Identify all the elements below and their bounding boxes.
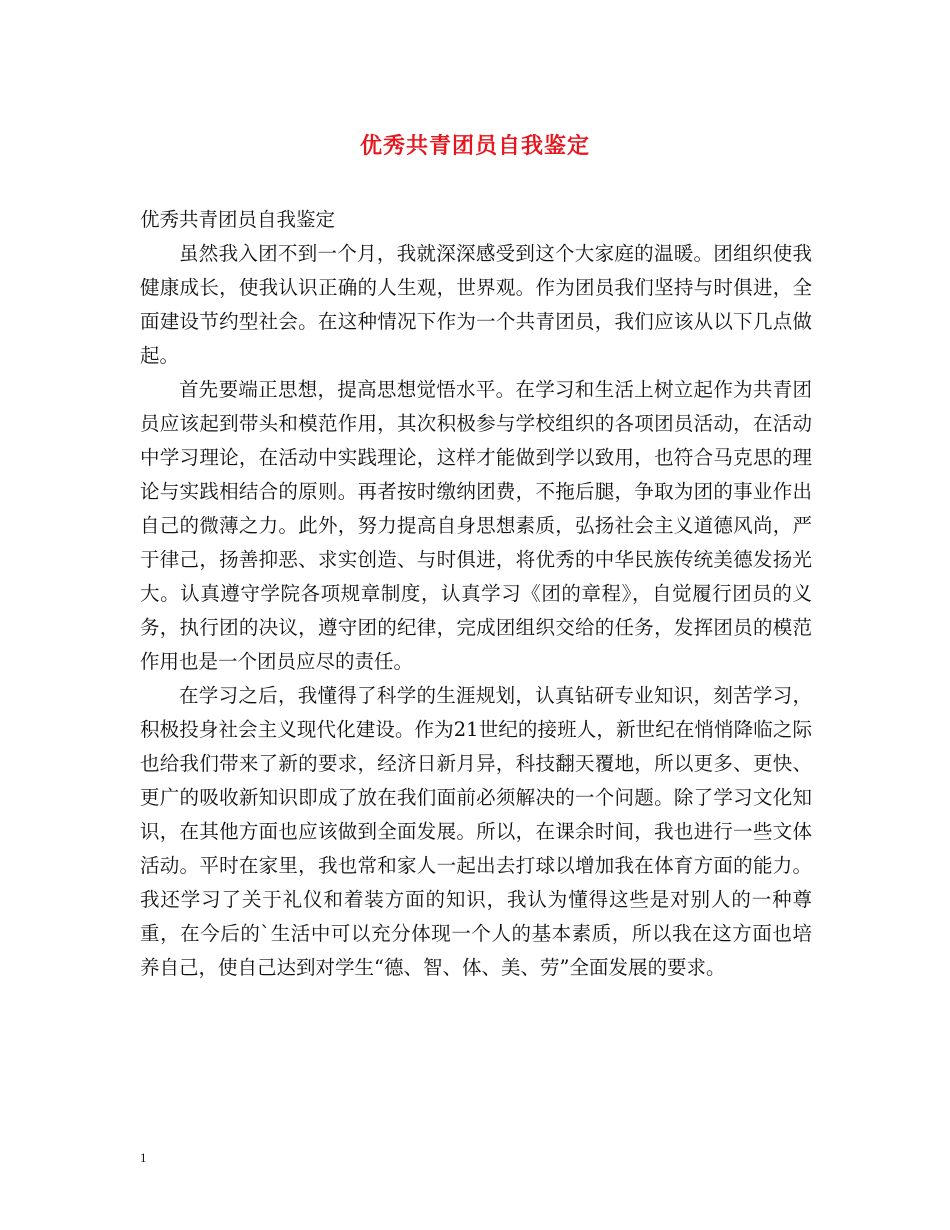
- page-number: 1: [140, 1150, 147, 1165]
- paragraph-3: 在学习之后，我懂得了科学的生涯规划，认真钻研专业知识，刻苦学习，积极投身社会主义现代化建设。作为21世纪的接班人，新世纪在悄悄降临之际也给我们带来了新的要求，经济日新月异，科技翻天覆地，所以更多、更快、更广的吸收新知识即成了放在我们面前必须解决的一个问题。除了学习文化知识，在其他方面也应该做到全面发展。所以，在课余时间，我也进行一些文体活动。平时在家里，我也常和家人一起出去打球以增加我在体育方面的能力。我还学习了关于礼仪和着装方面的知识，我认为懂得这些是对别人的一种尊重，在今后的`生活中可以充分体现一个人的基本素质，所以我在这方面也培养自己，使自己达到对学生“德、智、体、美、劳”全面发展的要求。: [140, 684, 812, 979]
- paragraph-2: 首先要端正思想，提高思想觉悟水平。在学习和生活上树立起作为共青团员应该起到带头和模范作用，其次积极参与学校组织的各项团员活动，在活动中学习理论，在活动中实践理论，这样才能做到学以致用，也符合马克思的理论与实践相结合的原则。再者按时缴纳团费，不拖后腿，争取为团的事业作出自己的微薄之力。此外，努力提高自身思想素质，弘扬社会主义道德风尚，严于律己，扬善抑恶、求实创造、与时俱进，将优秀的中华民族传统美德发扬光大。认真遵守学院各项规章制度，认真学习《团的章程》，自觉履行团员的义务，执行团的决议，遵守团的纪律，完成团组织交给的任务，发挥团员的模范作用也是一个团员应尽的责任。: [140, 378, 812, 673]
- document-subtitle: 优秀共青团员自我鉴定: [140, 208, 336, 231]
- paragraph-1: 虽然我入团不到一个月，我就深深感受到这个大家庭的温暖。团组织使我健康成长，使我认识正确的人生观，世界观。作为团员我们坚持与时俱进，全面建设节约型社会。在这种情况下作为一个共青团员，我们应该从以下几点做起。: [140, 242, 812, 367]
- document-body: [140, 203, 812, 985]
- document-title: 优秀共青团员自我鉴定: [359, 133, 590, 159]
